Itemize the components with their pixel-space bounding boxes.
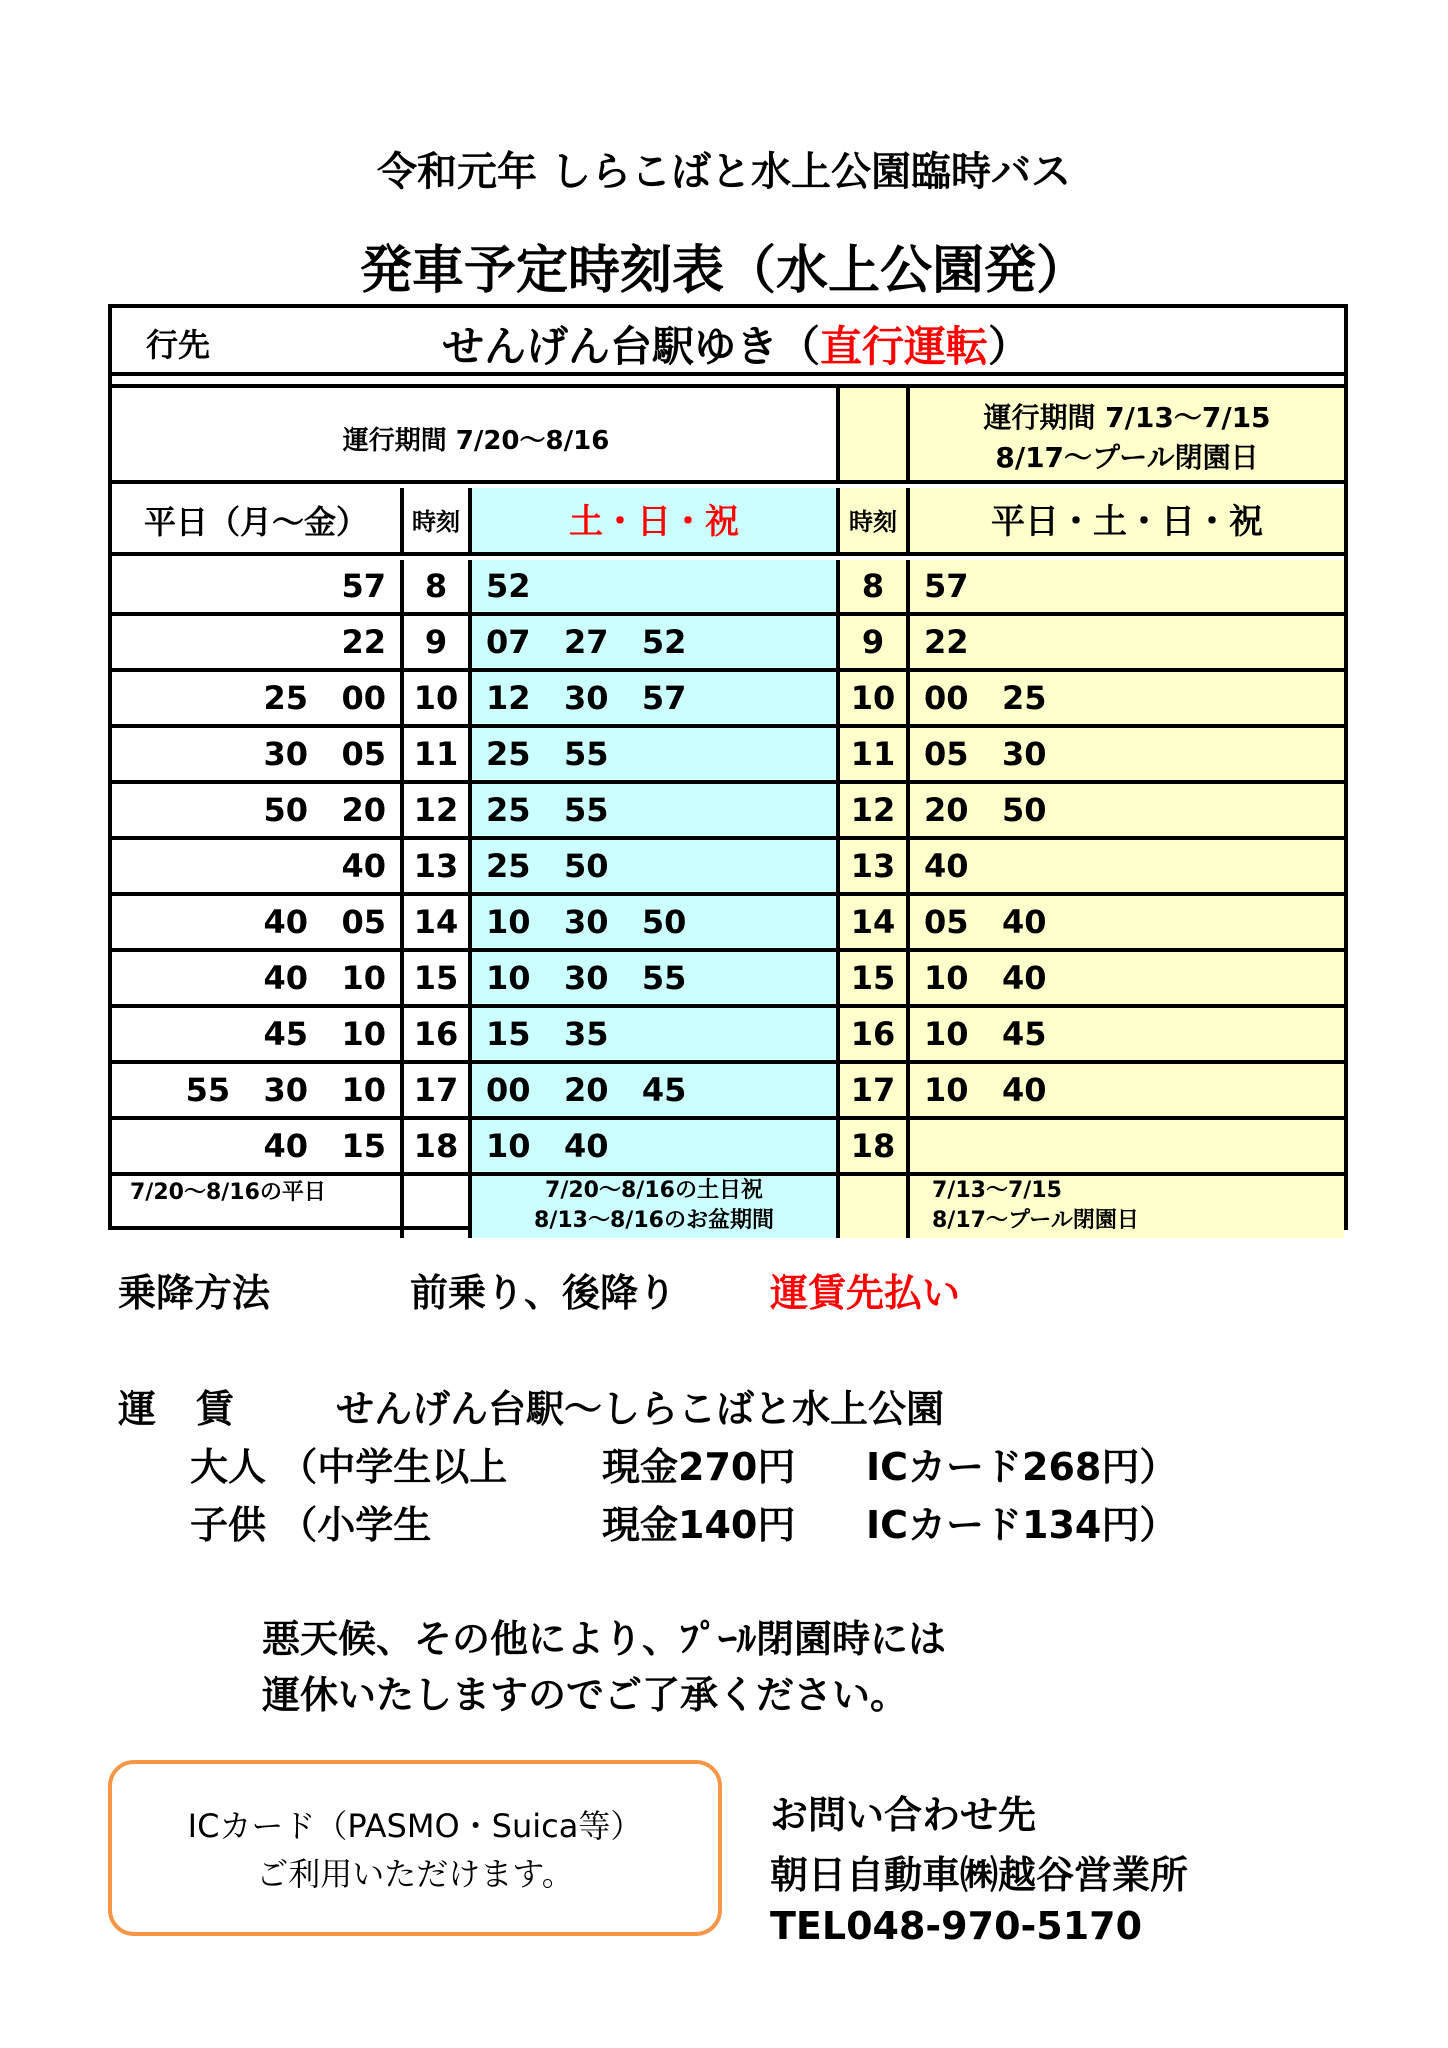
table-spacer xyxy=(112,376,1344,388)
row-11-hour2: 18 xyxy=(840,1120,910,1176)
row-2-all: 22 xyxy=(910,616,1344,672)
row-5-hour2: 12 xyxy=(840,784,910,840)
contact-company: 朝日自動車㈱越谷営業所 xyxy=(770,1853,1189,1897)
row-8-hour: 15 xyxy=(404,952,472,1008)
ic-card-line1: ICカード（PASMO・Suica等） xyxy=(187,1807,643,1845)
period-right-line1: 運行期間 7/13～7/15 xyxy=(983,401,1271,434)
row-11-hour: 18 xyxy=(404,1120,472,1176)
destination-row xyxy=(112,308,1344,376)
row-4-holiday: 25 55 xyxy=(472,728,840,784)
row-1-all: 57 xyxy=(910,560,1344,616)
destination-text xyxy=(442,314,1030,374)
row-3-hour2: 10 xyxy=(840,672,910,728)
period-right-line2: 8/17～プール閉園日 xyxy=(995,441,1259,474)
row-3-all: 00 25 xyxy=(910,672,1344,728)
contact-title: お問い合わせ先 xyxy=(770,1793,1037,1837)
boarding-label: 乗降方法 xyxy=(118,1271,271,1315)
row-2-hour: 9 xyxy=(404,616,472,672)
note-holiday xyxy=(472,1176,840,1238)
row-6-hour2: 13 xyxy=(840,840,910,896)
row-9-weekday: 45 10 xyxy=(112,1008,404,1064)
note-hour2 xyxy=(840,1176,910,1238)
row-10-weekday: 55 30 10 xyxy=(112,1064,404,1120)
header-all: 平日・土・日・祝 xyxy=(910,488,1344,556)
row-6-hour: 13 xyxy=(404,840,472,896)
row-1-hour2: 8 xyxy=(840,560,910,616)
row-1-holiday: 52 xyxy=(472,560,840,616)
header-holiday: 土・日・祝 xyxy=(472,488,840,556)
adult-ic: ICカード268円） xyxy=(866,1445,1178,1489)
row-5-hour: 12 xyxy=(404,784,472,840)
row-4-hour: 11 xyxy=(404,728,472,784)
row-9-hour: 16 xyxy=(404,1008,472,1064)
notice-line1: 悪天候、その他により、ﾌﾟｰﾙ閉園時には xyxy=(262,1617,947,1661)
row-10-hour: 17 xyxy=(404,1064,472,1120)
row-10-hour2: 17 xyxy=(840,1064,910,1120)
row-3-holiday: 12 30 57 xyxy=(472,672,840,728)
row-11-weekday: 40 15 xyxy=(112,1120,404,1176)
header-hour2: 時刻 xyxy=(840,488,910,556)
row-11-holiday: 10 40 xyxy=(472,1120,840,1176)
row-2-holiday: 07 27 52 xyxy=(472,616,840,672)
row-11-all xyxy=(910,1120,1344,1176)
row-7-hour: 14 xyxy=(404,896,472,952)
child-ic: ICカード134円） xyxy=(866,1503,1178,1547)
ic-card-notice-box xyxy=(108,1760,722,1936)
row-8-holiday: 10 30 55 xyxy=(472,952,840,1008)
row-3-hour: 10 xyxy=(404,672,472,728)
note-holiday-line1: 7/20～8/16の土日祝 xyxy=(545,1178,763,1203)
row-4-hour2: 11 xyxy=(840,728,910,784)
adult-cash: 現金270円 xyxy=(602,1445,796,1489)
row-7-weekday: 40 05 xyxy=(112,896,404,952)
row-8-hour2: 15 xyxy=(840,952,910,1008)
row-10-holiday: 00 20 45 xyxy=(472,1064,840,1120)
row-7-all: 05 40 xyxy=(910,896,1344,952)
timetable xyxy=(108,304,1348,1233)
header-weekday: 平日（月～金） xyxy=(112,488,404,556)
direct-service-label: 直行運転 xyxy=(820,322,989,371)
row-9-hour2: 16 xyxy=(840,1008,910,1064)
row-8-all: 10 40 xyxy=(910,952,1344,1008)
child-label: 子供 （小学生 xyxy=(190,1503,432,1547)
row-7-hour2: 14 xyxy=(840,896,910,952)
note-weekday: 7/20～8/16の平日 xyxy=(112,1176,404,1238)
adult-label: 大人 （中学生以上 xyxy=(190,1445,508,1489)
fare-route: せんげん台駅～しらこばと水上公園 xyxy=(336,1387,945,1431)
row-4-all: 05 30 xyxy=(910,728,1344,784)
row-10-all: 10 40 xyxy=(910,1064,1344,1120)
period-spacer xyxy=(840,388,910,484)
row-1-hour: 8 xyxy=(404,560,472,616)
row-9-all: 10 45 xyxy=(910,1008,1344,1064)
destination-label: 行先 xyxy=(146,326,211,364)
row-5-all: 20 50 xyxy=(910,784,1344,840)
destination-name: せんげん台駅ゆき（ xyxy=(442,322,821,371)
destination-text-end: ） xyxy=(988,322,1031,371)
row-5-weekday: 50 20 xyxy=(112,784,404,840)
fare-label: 運 賃 xyxy=(118,1387,234,1431)
prepay-notice: 運賃先払い xyxy=(770,1271,961,1315)
row-6-all: 40 xyxy=(910,840,1344,896)
boarding-method: 前乗り、後降り xyxy=(410,1271,677,1315)
row-6-holiday: 25 50 xyxy=(472,840,840,896)
row-7-holiday: 10 30 50 xyxy=(472,896,840,952)
page-title: 発車予定時刻表（水上公園発） xyxy=(359,241,1088,301)
note-hour xyxy=(404,1176,472,1238)
row-3-weekday: 25 00 xyxy=(112,672,404,728)
row-4-weekday: 30 05 xyxy=(112,728,404,784)
note-all xyxy=(910,1176,1344,1238)
note-all-line2: 8/17～プール閉園日 xyxy=(932,1208,1139,1233)
period-left-text: 運行期間 7/20～8/16 xyxy=(342,426,610,456)
title-line1: 令和元年 しらこばと水上公園臨時バス xyxy=(377,149,1071,195)
row-8-weekday: 40 10 xyxy=(112,952,404,1008)
ic-card-line2: ご利用いただけます。 xyxy=(256,1855,574,1893)
row-2-weekday: 22 xyxy=(112,616,404,672)
row-5-holiday: 25 55 xyxy=(472,784,840,840)
notice-line2: 運休いたしますのでご了承ください。 xyxy=(262,1673,909,1717)
row-6-weekday: 40 xyxy=(112,840,404,896)
row-9-holiday: 15 35 xyxy=(472,1008,840,1064)
child-cash: 現金140円 xyxy=(602,1503,796,1547)
row-1-weekday: 57 xyxy=(112,560,404,616)
header-hour: 時刻 xyxy=(404,488,472,556)
row-2-hour2: 9 xyxy=(840,616,910,672)
note-all-line1: 7/13～7/15 xyxy=(932,1178,1062,1203)
contact-tel: TEL048-970-5170 xyxy=(770,1904,1143,1948)
note-holiday-line2: 8/13～8/16のお盆期間 xyxy=(534,1208,774,1233)
